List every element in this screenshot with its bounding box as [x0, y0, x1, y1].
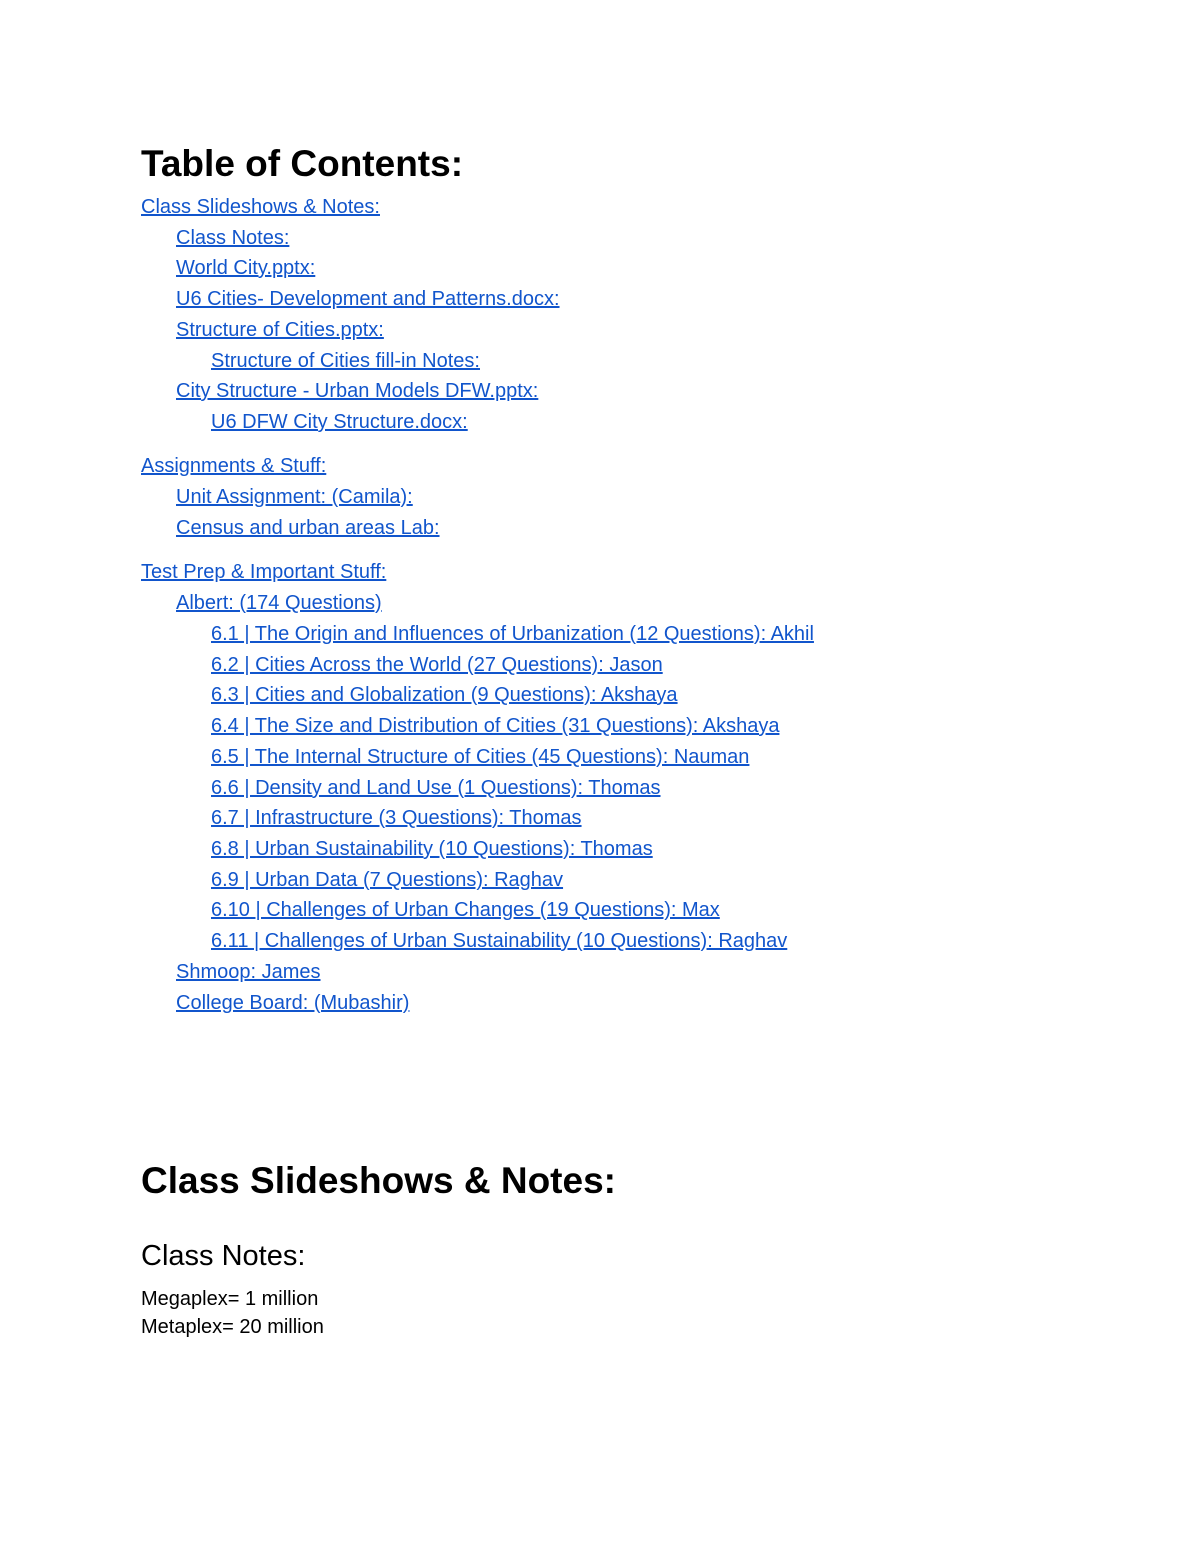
toc-link-structure-of-cities-pptx[interactable]: Structure of Cities.pptx:	[176, 319, 384, 341]
body-text-line: Metaplex= 20 million	[141, 1316, 324, 1338]
toc-link-6-6[interactable]: 6.6 | Density and Land Use (1 Questions): Thomas	[211, 777, 661, 799]
toc-link-6-5[interactable]: 6.5 | The Internal Structure of Cities (45 Questions): Nauman	[211, 746, 750, 768]
toc-link-assignments-stuff[interactable]: Assignments & Stuff:	[141, 455, 327, 477]
toc-link-shmoop[interactable]: Shmoop: James	[176, 961, 321, 983]
toc-link-6-8[interactable]: 6.8 | Urban Sustainability (10 Questions): Thomas	[211, 838, 653, 860]
toc-link-6-10[interactable]: 6.10 | Challenges of Urban Changes (19 Questions): Max	[211, 899, 720, 921]
toc-link-class-notes[interactable]: Class Notes:	[176, 227, 290, 249]
toc-title: Table of Contents:	[141, 143, 464, 184]
heading-class-notes: Class Notes:	[141, 1240, 306, 1272]
toc-link-class-slideshows-notes[interactable]: Class Slideshows & Notes:	[141, 196, 380, 218]
body-text-line: Megaplex= 1 million	[141, 1288, 319, 1310]
toc-link-albert[interactable]: Albert: (174 Questions)	[176, 592, 382, 614]
toc-link-6-11[interactable]: 6.11 | Challenges of Urban Sustainability (10 Questions): Raghav	[211, 930, 788, 952]
toc-link-6-7[interactable]: 6.7 | Infrastructure (3 Questions): Thomas	[211, 807, 582, 829]
toc-link-6-3[interactable]: 6.3 | Cities and Globalization (9 Questions): Akshaya	[211, 684, 678, 706]
toc-link-census-urban-areas-lab[interactable]: Census and urban areas Lab:	[176, 517, 440, 539]
toc-link-6-9[interactable]: 6.9 | Urban Data (7 Questions): Raghav	[211, 869, 564, 891]
toc-link-unit-assignment[interactable]: Unit Assignment: (Camila):	[176, 486, 413, 508]
toc-link-6-1[interactable]: 6.1 | The Origin and Influences of Urbanization (12 Questions): Akhil	[211, 623, 814, 645]
toc-link-test-prep-important-stuff[interactable]: Test Prep & Important Stuff:	[141, 561, 387, 583]
toc-link-world-city-pptx[interactable]: World City.pptx:	[176, 257, 316, 279]
toc-link-structure-of-cities-fill-in-notes[interactable]: Structure of Cities fill-in Notes:	[211, 350, 480, 372]
toc-link-u6-cities-development-docx[interactable]: U6 Cities- Development and Patterns.docx:	[176, 288, 560, 310]
toc-link-6-4[interactable]: 6.4 | The Size and Distribution of Cities (31 Questions): Akshaya	[211, 715, 780, 737]
toc-link-6-2[interactable]: 6.2 | Cities Across the World (27 Questions): Jason	[211, 654, 663, 676]
heading-class-slideshows-notes: Class Slideshows & Notes:	[141, 1160, 616, 1201]
toc-link-college-board[interactable]: College Board: (Mubashir)	[176, 992, 410, 1014]
toc-link-u6-dfw-city-structure-docx[interactable]: U6 DFW City Structure.docx:	[211, 411, 468, 433]
toc-link-city-structure-urban-models-dfw[interactable]: City Structure - Urban Models DFW.pptx:	[176, 380, 539, 402]
